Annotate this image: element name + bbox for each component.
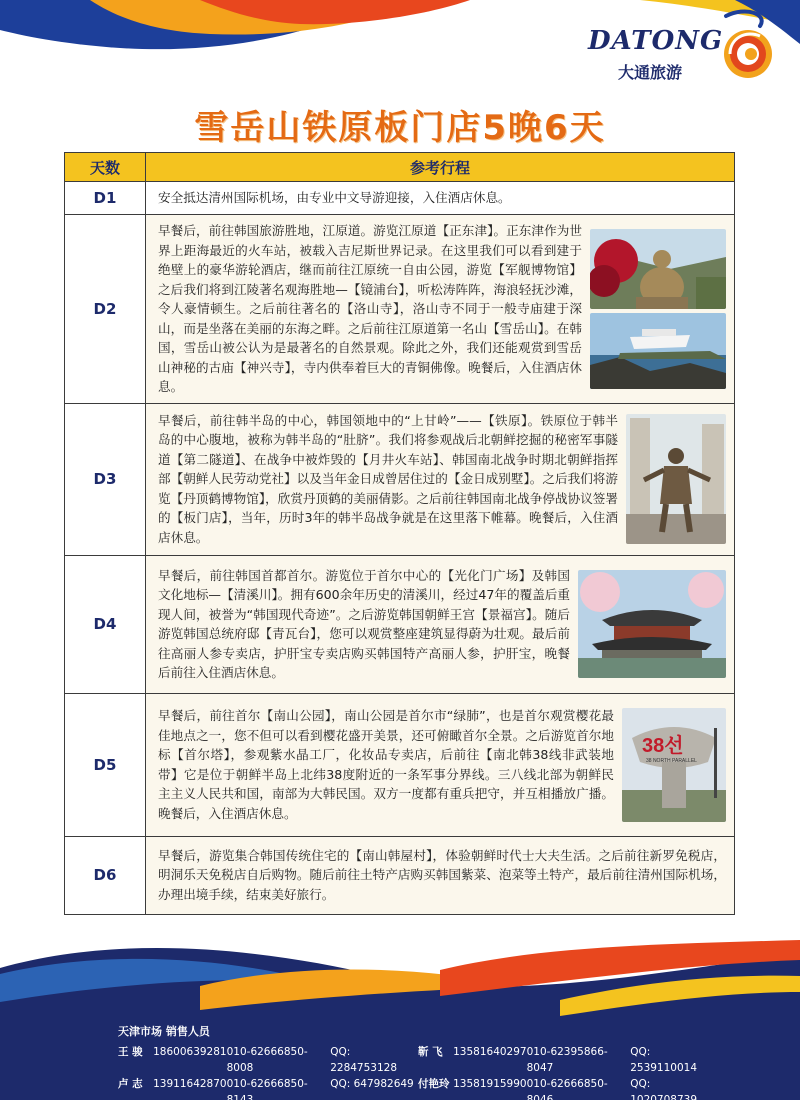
table-row (65, 403, 735, 555)
page-title: 雪岳山铁原板门店5晚6天 (194, 108, 606, 148)
contact-item (118, 1076, 418, 1108)
contact-qq: QQ: 2539110014 (630, 1046, 698, 1074)
day-label: D6 (65, 836, 146, 914)
day-text: 早餐后，前往韩国旅游胜地，江原道。游览江原道【正东津】。正东津作为世界上距海最近的火车站，被载入吉尼斯世界记录。在这里我们可以看到建于绝壁上的豪华游轮酒店，继而前往江原统一自由公园，游览【军舰博物馆】之后我们将到江陵著名观海胜地—【镜浦台】，听松涛阵阵，海浪轻抚沙滩，令人豪情顿生。之后前往著名的【洛山寺】，洛山寺不同于一般寺庙建于深山，而是坐落在美丽的东海之畔。之后前往江原道第一名山【雪岳山】。在韩国，雪岳山被公认为是最著名的自然景观。除此之外，我们还能观赏到雪岳山神秘的古庙【神兴寺】，寺内供奉着巨大的青铜佛像。晚餐后，入住酒店休息。 (158, 223, 582, 394)
contact-heading: 天津市场 销售人员 (118, 1025, 210, 1038)
contact-tel: 010-62666850-8143 (226, 1078, 308, 1106)
swirl-logo-icon (716, 8, 778, 86)
day-label: D5 (65, 693, 146, 836)
contact-item (418, 1044, 718, 1076)
day-description (146, 836, 735, 914)
itinerary-table (64, 152, 735, 915)
table-row (65, 215, 735, 404)
day-description (146, 555, 735, 693)
contact-mobile: 13581915990 (453, 1078, 527, 1090)
38th-parallel-stone-photo (622, 708, 726, 822)
table-row (65, 693, 735, 836)
contact-name: 付艳玲 (418, 1078, 450, 1090)
contact-tel: 010-62666850-8046 (526, 1078, 608, 1106)
header-day: 天数 (65, 153, 146, 182)
stone-sub-text: 38 NORTH PARALLEL (646, 757, 697, 764)
day-text: 早餐后，前往韩半岛的中心，韩国领地中的“上甘岭”——【铁原】。铁原位于韩半岛的中心腹地，被称为韩半岛的“肚脐”。我们将参观战后北朝鲜挖掘的秘密军事隧道【第二隧道】、在战争中被炸毁的【月井火车站】、韩国南北战争时期北朝鲜指挥部【朝鲜人民劳动党社】以及当年金日成曾居住过的【金日成别墅】。之后我们将游览【丹顶鹤博物馆】，欣赏丹顶鹤的美丽倩影。之后前往韩国南北战争停战协议签署的【板门店】，当年，历时3年的韩半岛战争就是在这里落下帷幕。晚餐后，入住酒店休息。 (158, 412, 618, 545)
contact-name: 卢 志 (118, 1078, 143, 1090)
brand-logo (588, 8, 778, 88)
logo-chinese-name: 大通旅游 (618, 63, 683, 82)
contact-row (118, 1076, 778, 1108)
warrior-statue-photo (626, 414, 726, 544)
day-description (146, 182, 735, 215)
contact-mobile: 18600639281 (153, 1046, 227, 1058)
header-route: 参考行程 (146, 153, 735, 182)
day-description (146, 403, 735, 555)
contact-qq: QQ: 2284753128 (330, 1046, 398, 1074)
contact-qq: QQ: 647982649 (330, 1078, 414, 1090)
day-label: D1 (65, 182, 146, 215)
contact-qq: QQ: 1020708739 (630, 1078, 698, 1106)
day-label: D3 (65, 403, 146, 555)
day-text: 早餐后，游览集合韩国传统住宅的【南山韩屋村】，体验朝鲜时代士大夫生活。之后前往新罗免税店，明洞乐天免税店自后购物。随后前往土特产店购买韩国紫菜、泡菜等土特产，最后前往清州国际机场，办理出境手续，结束美好旅行。 (158, 847, 726, 902)
contact-name: 王 骏 (118, 1046, 143, 1058)
contact-mobile: 13581640297 (453, 1046, 527, 1058)
palace-pavilion-photo (578, 570, 726, 678)
contact-name: 靳 飞 (418, 1046, 443, 1058)
logo-wordmark: DATONG (588, 26, 724, 56)
contact-tel: 010-62395866-8047 (526, 1046, 608, 1074)
table-row (65, 836, 735, 914)
day-description (146, 693, 735, 836)
contact-mobile: 13911642870 (153, 1078, 227, 1090)
day-text: 早餐后，前往韩国首都首尔。游览位于首尔中心的【光化门广场】及韩国文化地标—【清溪川】。拥有600余年历史的清溪川，经过47年的覆盖后重现人间，被誉为“韩国现代奇迹”。之后游览韩国朝鲜王宫【景福宫】。随后游览韩国总统府邸【青瓦台】，您可以观赏整座建筑显得蔚为壮观。最后前往高丽人参专卖店，护肝宝专卖店购买韩国特产高丽人参，护肝宝，晚餐后前往入住酒店休息。 (158, 567, 570, 680)
day-label: D4 (65, 555, 146, 693)
contact-item (118, 1044, 418, 1076)
table-header-row (65, 153, 735, 182)
table-row (65, 555, 735, 693)
buddha-statue-photo (590, 229, 726, 309)
contact-item (418, 1076, 718, 1108)
day-description (146, 215, 735, 404)
contact-section (118, 1024, 778, 1108)
stone-38-text: 38선 (642, 734, 684, 757)
day-label: D2 (65, 215, 146, 404)
contact-tel: 010-62666850-8008 (226, 1046, 308, 1074)
cliff-cruise-hotel-photo (590, 313, 726, 389)
table-row (65, 182, 735, 215)
day-text: 安全抵达清州国际机场，由专业中文导游迎接，入住酒店休息。 (158, 190, 511, 206)
day-text: 早餐后，前往首尔【南山公园】，南山公园是首尔市“绿肺”，也是首尔观赏樱花最佳地点之一，您不但可以看到樱花盛开美景，还可俯瞰首尔全景。之后游览首尔地标【首尔塔】，参观紫水晶工厂，化妆品专卖店，后前往【南北韩38线非武装地带】它是位于朝鲜半岛上北纬38度附近的一条军事分界线。三八线北部为朝鲜民主主义人民共和国，南部为大韩民国。双方一度都有重兵把守，并互相播放广播。晚餐后，入住酒店休息。 (158, 708, 614, 821)
contact-row (118, 1044, 778, 1076)
